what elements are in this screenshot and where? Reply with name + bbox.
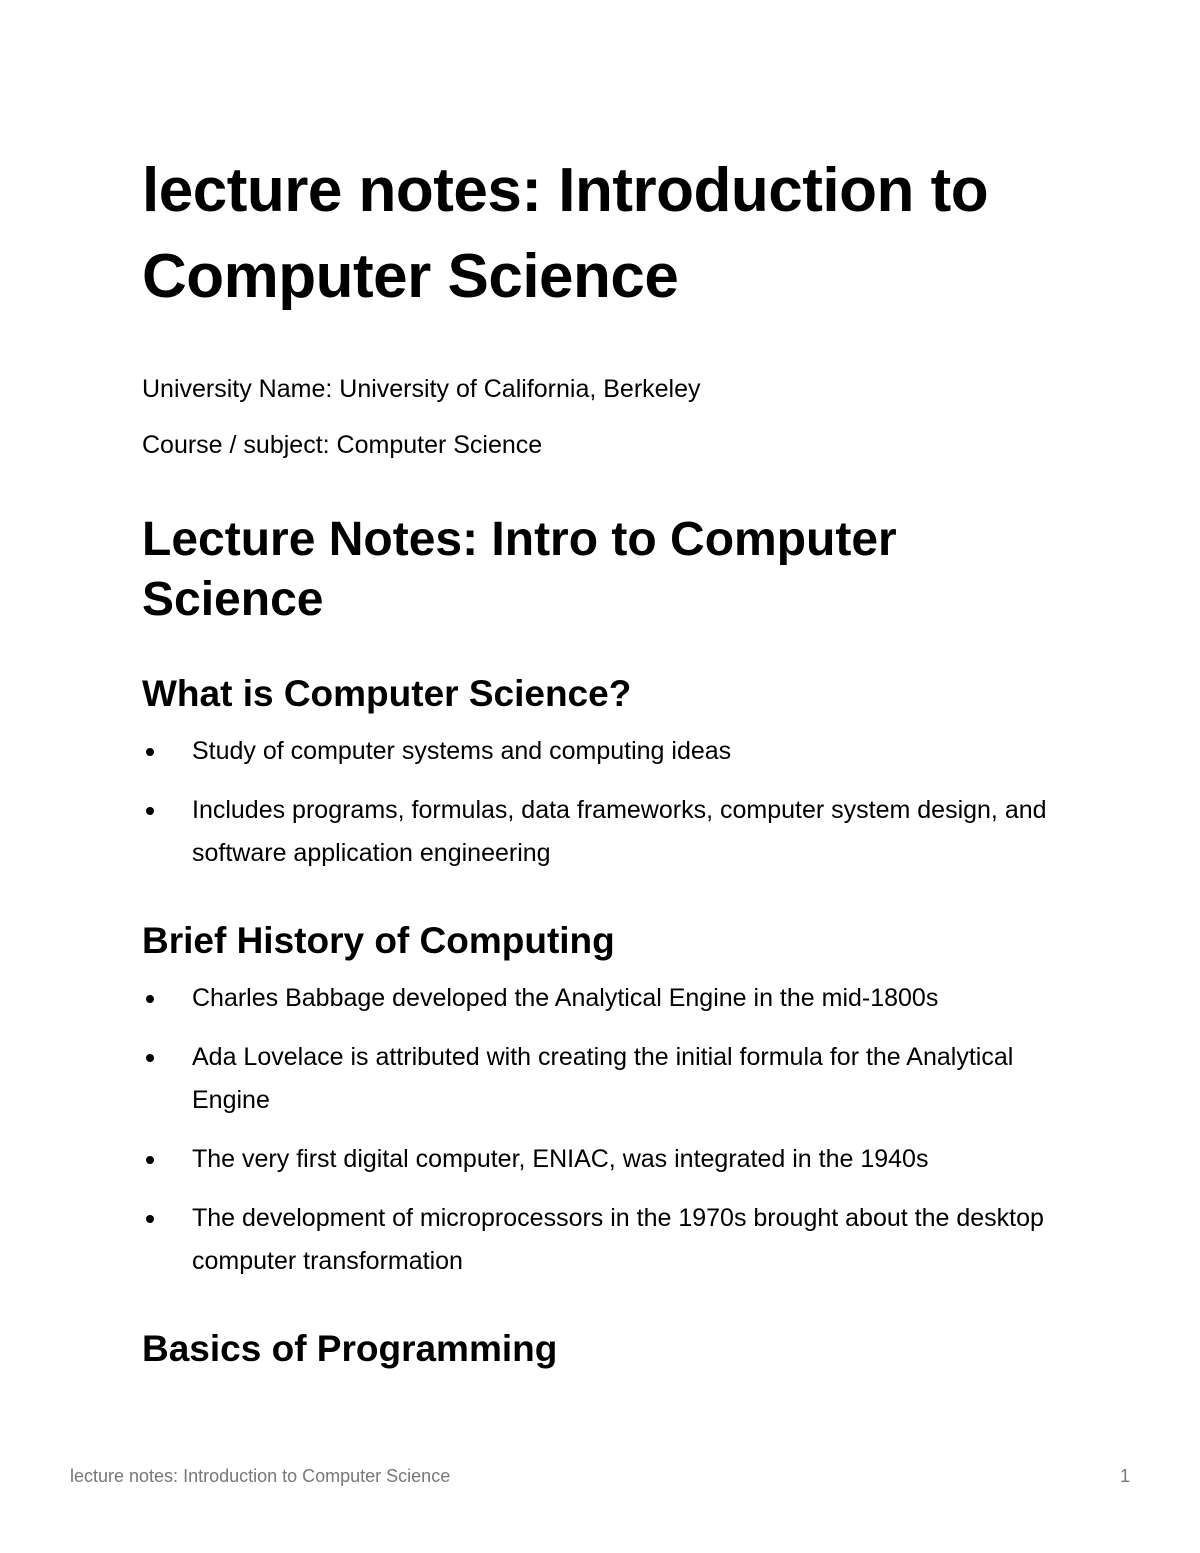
bullet-icon (146, 1054, 154, 1062)
list-item: Charles Babbage developed the Analytical Engine in the mid-1800s (142, 977, 1062, 1020)
bullet-icon (146, 807, 154, 815)
subsection-heading-history: Brief History of Computing (142, 920, 615, 961)
list-item: Includes programs, formulas, data frameworks, computer system design, and software application engineering (142, 789, 1062, 875)
subsection-heading-programming: Basics of Programming (142, 1328, 558, 1369)
bullet-icon (146, 1215, 154, 1223)
list-item: The development of microprocessors in the 1970s brought about the desktop computer transformation (142, 1197, 1062, 1283)
list-item: The very first digital computer, ENIAC, was integrated in the 1940s (142, 1138, 1062, 1181)
document-title: lecture notes: Introduction to Computer Science (142, 156, 989, 311)
bullet-icon (146, 748, 154, 756)
bullet-icon (146, 1156, 154, 1164)
university-line: University Name: University of California, Berkeley (142, 375, 701, 403)
section-heading: Lecture Notes: Intro to Computer Science (142, 513, 897, 626)
list-item: Ada Lovelace is attributed with creating the initial formula for the Analytical Engine (142, 1036, 1062, 1122)
what-is-cs-list (142, 730, 1062, 875)
list-item: Study of computer systems and computing ideas (142, 730, 1062, 773)
page-content (142, 148, 1062, 1371)
subsection-heading-what-is-cs: What is Computer Science? (142, 673, 632, 714)
history-list (142, 977, 1062, 1283)
page-number: 1 (1119, 1466, 1130, 1486)
footer-running-title: lecture notes: Introduction to Computer Science (70, 1466, 451, 1486)
bullet-icon (146, 995, 154, 1003)
course-line: Course / subject: Computer Science (142, 431, 543, 459)
